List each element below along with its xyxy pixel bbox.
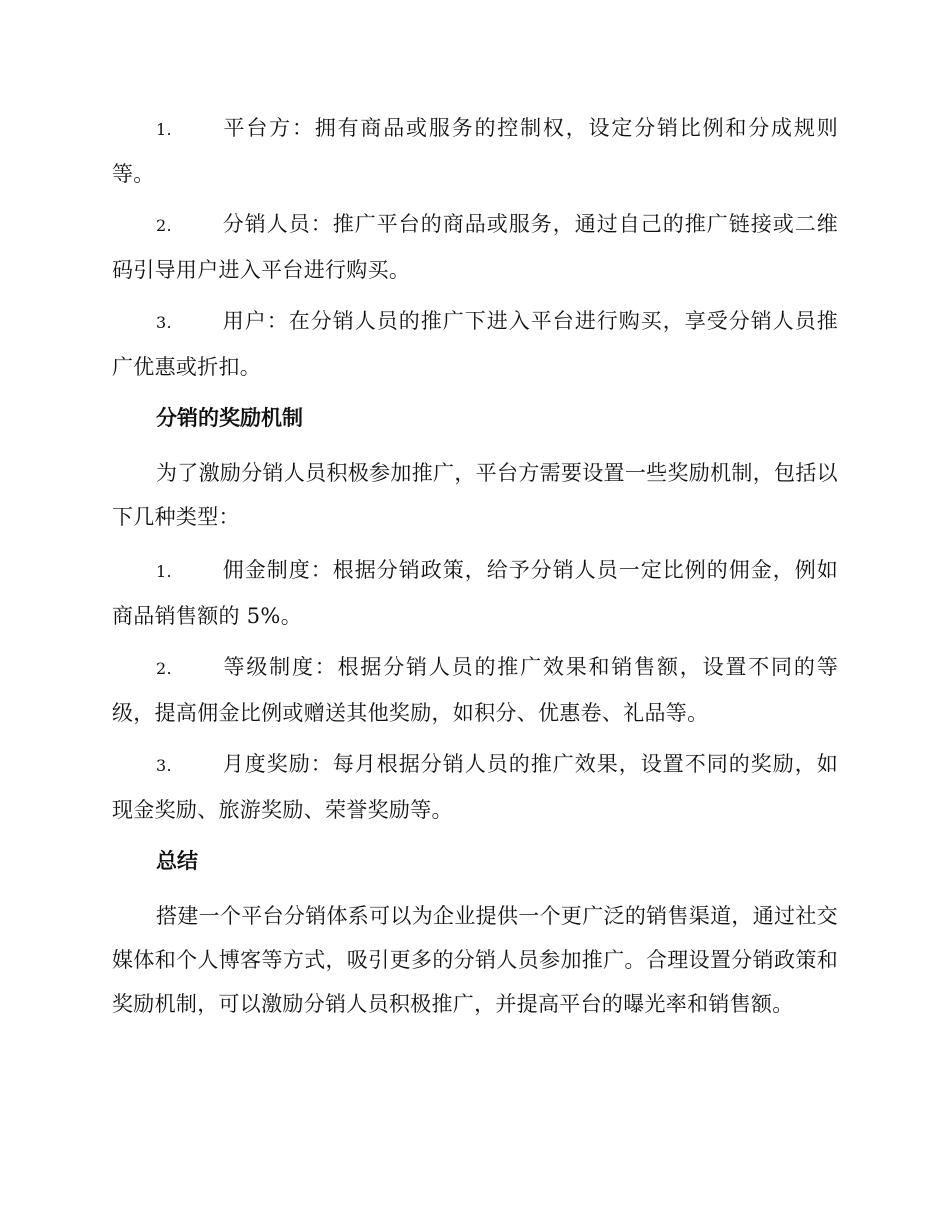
list-text: 佣金制度：根据分销政策，给予分销人员一定比例的佣金，例如商品销售额的 5%。 bbox=[112, 558, 838, 628]
list-number: 1. bbox=[156, 562, 172, 581]
list-text: 月度奖励：每月根据分销人员的推广效果，设置不同的奖励，如现金奖励、旅游奖励、荣誉奖励等。 bbox=[112, 752, 838, 822]
list-item bbox=[112, 645, 838, 735]
list-item bbox=[112, 202, 838, 292]
list-number: 3. bbox=[156, 313, 172, 332]
list-text: 等级制度：根据分销人员的推广效果和销售额，设置不同的等级，提高佣金比例或赠送其他奖励，如积分、优惠卷、礼品等。 bbox=[112, 655, 838, 725]
list-item bbox=[112, 299, 838, 389]
list-number: 2. bbox=[156, 216, 172, 235]
list-number: 1. bbox=[156, 120, 172, 139]
list-item bbox=[112, 548, 838, 638]
list-text: 用户：在分销人员的推广下进入平台进行购买，享受分销人员推广优惠或折扣。 bbox=[112, 309, 838, 379]
list-number: 2. bbox=[156, 659, 172, 678]
section-heading: 总结 bbox=[156, 849, 198, 873]
paragraph: 为了激励分销人员积极参加推广，平台方需要设置一些奖励机制，包括以下几种类型： bbox=[112, 461, 838, 529]
list-number: 3. bbox=[156, 756, 172, 775]
list-text: 分销人员：推广平台的商品或服务，通过自己的推广链接或二维码引导用户进入平台进行购买。 bbox=[112, 212, 838, 282]
list-item bbox=[112, 106, 838, 196]
paragraph: 搭建一个平台分销体系可以为企业提供一个更广泛的销售渠道，通过社交媒体和个人博客等方式，吸引更多的分销人员参加推广。合理设置分销政策和奖励机制，可以激励分销人员积极推广，并提高平台的曝光率和销售额。 bbox=[112, 904, 838, 1016]
list-text: 平台方：拥有商品或服务的控制权，设定分销比例和分成规则等。 bbox=[112, 116, 838, 186]
list-item bbox=[112, 742, 838, 832]
section-heading: 分销的奖励机制 bbox=[156, 406, 303, 430]
